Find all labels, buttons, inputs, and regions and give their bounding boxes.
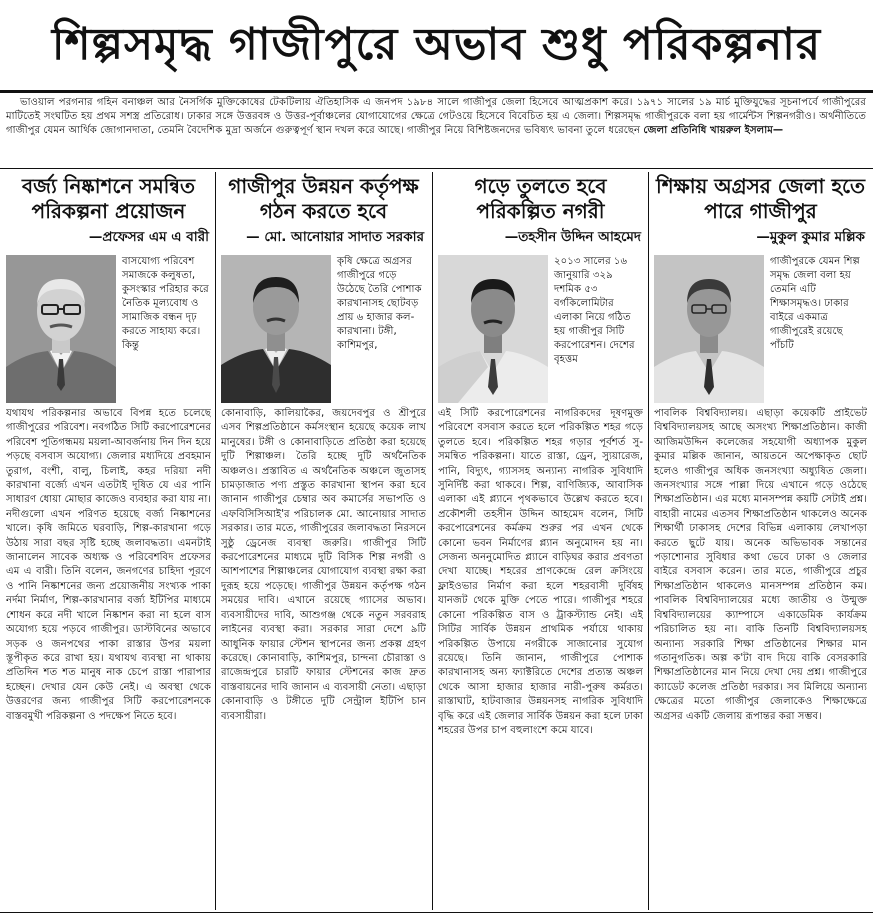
photo-block <box>221 255 426 405</box>
article-column-1 <box>6 172 211 910</box>
photo-block <box>654 255 867 405</box>
article-title: গাজীপুর উন্নয়ন কর্তৃপক্ষ গঠন করতে হবে <box>228 174 419 223</box>
intro-credit: জেলা প্রতিনিধি খায়রুল ইসলাম— <box>643 125 784 136</box>
photo-side-text: গাজীপুরকে যেমন শিল্প সমৃদ্ধ জেলা বলা হয় তেমনি এটি শিক্ষাসমৃদ্ধও। ঢাকার বাইরে একমাত্র গাজীপুরেই রয়েছে পাঁচটি <box>770 256 860 351</box>
intro-paragraph <box>6 96 866 166</box>
article-body: যথাযথ পরিকল্পনার অভাবে বিপন্ন হতে চলেছে গাজীপুরের পরিবেশ। নবগঠিত সিটি করপোরেশনের পরিবেশ পূতিগন্ধময় ময়লা-আবর্জনায় দিন দিন হয়ে পড়ছে বসবাস অযোগ্য। জেলার মধ্যদিয়ে প্রবহমান তুরাগ, বংশী, বালু, চিলাই, কহর দরিয়া নদী কারখানা বর্জ্যে এখন এতটাই দূষিত যে এর পানি সাধারণ ধোয়া মোছার কাজেও ব্যবহার করা যায় না। নদীগুলো এখন পরিণত হয়েছে বর্জ্য নিষ্কাশনের খালে। কৃষি জমিতে ঘরবাড়ি, শিল্প-কারখানা গড়ে উঠায় সারা বছর সৃষ্টি হচ্ছে জলাবদ্ধতা। এমনটাই জানালেন সাবেক অধ্যক্ষ ও পরিবেশবিদ প্রফেসর এম এ বারী। তিনি বলেন, জনগণের চাহিদা পূরণে ও পানি নিষ্কাশনের জন্য প্রয়োজনীয় সংখ্যক পাকা নর্দমা নির্মাণ, শিল্প-কারখানার বর্জ্য ইটিপির মাধ্যমে শোধন করে নদী খালে নিষ্কাশন করা না হলে বাস অযোগ্য হয়ে পড়বে গাজীপুর। ডাস্টবিনের অভাবে সড়ক ও জনপথের পাকা রাস্তার উপর ময়লা স্তূপীকৃত করে রাখা হয়। যথাযথ ব্যবস্থা না থাকায় প্রতিদিন শত শত মানুষ নাক চেপে রাস্তা পারাপার হচ্ছেন। দেখার যেন কেউ নেই। এ অবস্থা থেকে উত্তরণের জন্য গাজীপুর সিটি করপোরেশনকে বাস্তবমুখী পরিকল্পনা ও পদক্ষেপ নিতে হবে। <box>6 408 211 722</box>
portrait-photo <box>654 255 764 403</box>
photo-side-text: বাসযোগ্য পরিবেশ সমাজকে কলুষতা, কুসংস্কার পরিহার করে নৈতিক মূল্যবোধ ও সামাজিক বন্ধন দৃঢ় করতে সাহায্য করে। কিন্তু <box>122 256 209 351</box>
footer-rule <box>0 912 873 913</box>
photo-block <box>6 255 211 405</box>
article-byline: —মুকুল কুমার মল্লিক <box>756 229 865 245</box>
article-body: কোনাবাড়ি, কালিয়াকৈর, জয়দেবপুর ও শ্রীপুরে এসব শিল্পপ্রতিষ্ঠানে কর্মসংস্থান হয়েছে কয়েক লাখ মানুষের। টঙ্গী ও কোনাবাড়িতে প্রতিষ্ঠা করা হয়েছে দুটি শিল্পাঞ্চল। তৈরি হচ্ছে দুটি অর্থনৈতিক অঞ্চলও। প্রস্তাবিত এ অর্থনৈতিক অঞ্চলে জুতাসহ চামড়াজাত পণ্য প্রস্তুত কারখানা স্থাপন করা হবে জানান গাজীপুর চেম্বার অব কমার্সের সভাপতি ও এফবিসিসিআই'র পরিচালক মো. আনোয়ার সাদাত সরকার। তার মতে, গাজীপুরের জলাবদ্ধতা নিরসনে সুষ্ঠু ড্রেনেজ ব্যবস্থা জরুরি। গাজীপুর সিটি করপোরেশনের মাধ্যমে দুটি বিসিক শিল্প নগরী ও আশপাশের শিল্পাঞ্চলের যোগাযোগ ব্যবস্থা রক্ষা করা দুরূহ হয়ে পড়েছে। গাজীপুর উন্নয়ন কর্তৃপক্ষ গঠন সময়ের দাবি। এখানে রয়েছে গ্যাসের অভাব। ব্যবসায়ীদের দাবি, আশুগঞ্জ থেকে নতুন সরবরাহ লাইনের ব্যবস্থা করা। সরকার সারা দেশে ৯টি আধুনিক ফায়ার স্টেশন স্থাপনের জন্য প্রকল্প গ্রহণ করেছে। কোনাবাড়ি, কাশিমপুর, চান্দনা চৌরাস্তা ও রাজেন্দ্রপুরে চারটি ফায়ার স্টেশনের কাজ দ্রুত বাস্তবায়নের দাবি জানান এ ব্যবসায়ী নেতা। এছাড়া কোনাবাড়ি ও টঙ্গীতে দুটি সেন্ট্রাল ইটিপি চান ব্যবসায়ীরা। <box>221 408 426 722</box>
photo-side-text: কৃষি ক্ষেত্রে অগ্রসর গাজীপুরে গড়ে উঠেছে তৈরি পোশাক কারখানাসহ ছোটবড় প্রায় ৬ হাজার কল-কারখানা। টঙ্গী, কাশিমপুর, <box>337 256 422 351</box>
article-body: পাবলিক বিশ্ববিদ্যালয়। এছাড়া কয়েকটি প্রাইভেট বিশ্ববিদ্যালয়সহ আছে অসংখ্য শিক্ষাপ্রতিষ্ঠান। কাজী আজিমউদ্দিন কলেজের সহযোগী অধ্যাপক মুকুল কুমার মল্লিক জানান, আয়তনে অপেক্ষাকৃত ছোট হলেও গাজীপুর অধিক জনসংখ্যা অধ্যুষিত জেলা। জনসংখ্যার সঙ্গে পাল্লা দিয়ে এখানে গড়ে ওঠেছে শিক্ষাপ্রতিষ্ঠান। এর মধ্যে মানসম্পন্ন কয়টি সেটাই প্রশ্ন। বাহারী নামের এতসব শিক্ষাপ্রতিষ্ঠান থাকলেও অনেক শিক্ষার্থী ঢাকাসহ দেশের বিভিন্ন এলাকায় লেখাপড়া করতে ছুটে যায়। অনেক অভিভাবক সন্তানের পড়াশোনার সুবিধার কথা ভেবে ঢাকা ও জেলার বাইরে বসবাস করেন। তার মতে, গাজীপুরে প্রচুর শিক্ষাপ্রতিষ্ঠান থাকলেও মানসম্পন্ন প্রতিষ্ঠান কম। পাবলিক বিশ্ববিদ্যালয়ের মধ্যে জাতীয় ও উন্মুক্ত বিশ্ববিদ্যালয়ের ক্যাম্পাসে একাডেমিক কার্যক্রম পরিচালিত হয় না। বাকি তিনটি বিশ্ববিদ্যালয়সহ অন্যান্য সরকারি শিক্ষা প্রতিষ্ঠানের শিক্ষার মান গতানুগতিক। অল্প ক'টা বাদ দিয়ে বাকি বেসরকারি শিক্ষাপ্রতিষ্ঠানের মান নিয়ে দেখা দেয় প্রশ্ন। গাজীপুরে ক্যাডেট কলেজ প্রতিষ্ঠা দরকার। সব মিলিয়ে অন্যান্য ক্ষেত্রের মতো গাজীপুর জেলাকেও শিক্ষাক্ষেত্রে অগ্রসর একটি জেলায় রূপান্তর করা সম্ভব। <box>654 408 867 722</box>
article-byline: — মো. আনোয়ার সাদাত সরকার <box>246 229 424 245</box>
article-body: এই সিটি করপোরেশনের নাগরিকদের দূষণমুক্ত পরিবেশে বসবাস করতে হলে পরিকল্পিত শহর গড়ে তুলতে হবে। পরিকল্পিত শহর গড়ার পূর্বশর্ত সু-সমন্বিত পরিকল্পনা। যাতে রাস্তা, ড্রেন, স্যুয়ারেজ, পানি, বিদ্যুৎ, গ্যাসসহ অন্যান্য নাগরিক সুবিধাদি সুনির্দিষ্ট করা থাকবে। শিল্প, বাণিজ্যিক, আবাসিক এলাকা এই প্ল্যানে পৃথকভাবে উল্লেখ করতে হবে। প্রকৌশলী তহসীন উদ্দিন আহমেদ বলেন, সিটি করপোরেশনের কর্মক্রম শুরুর পর এখন থেকে কোনো ভবন নির্মাণের প্ল্যান অনুমোদন হয় না। সেজন্য অননুমোদিত প্ল্যানে বাড়িঘর করার প্রবণতা দেখা যাচ্ছে। শহরের প্রাণকেন্দ্রে রেল ক্রসিংয়ে ফ্লাইওভার নির্মাণ করা হলে শহরবাসী দুর্বিষহ যানজট থেকে মুক্তি পেতে পারে। গাজীপুর শহরে কোনো পরিকল্পিত বাস ও ট্রাকস্ট্যান্ড নেই। এই সিটির সার্বিক উন্নয়ন প্রাথমিক পর্যায়ে থাকায় পরিকল্পিত উপায়ে নগরীকে সাজানোর সুযোগ রয়েছে। তিনি জানান, গাজীপুরে পোশাক কারখানাসহ অন্য ফ্যাক্টরিতে দেশের প্রত্যন্ত অঞ্চল থেকে আসা হাজার হাজার নারী-পুরুষ কর্মরত। রাস্তাঘাট, হাটবাজার উন্নয়নসহ নাগরিক সুবিধাদি বৃদ্ধি করে এই জেলার সার্বিক উন্নয়ন করা হলে ঢাকা শহরের উপর চাপ বহুলাংশে কমে যাবে। <box>438 408 643 736</box>
article-title: বর্জ্য নিষ্কাশনে সমন্বিত পরিকল্পনা প্রয়োজন <box>21 174 196 223</box>
column-divider <box>432 172 433 910</box>
headline-rule <box>0 90 873 93</box>
portrait-photo <box>221 255 331 403</box>
column-divider <box>648 172 649 910</box>
article-column-2 <box>221 172 426 910</box>
article-title: গড়ে তুলতে হবে পরিকল্পিত নগরী <box>474 174 607 223</box>
portrait-photo <box>6 255 116 403</box>
article-column-3 <box>438 172 643 910</box>
intro-text: ভাওয়াল পরগনার গহিন বনাঞ্চল আর নৈসর্গিক মুক্তিকোষের টেকটিলায় ঐতিহাসিক এ জনপদ ১৯৮৪ সালে গাজীপুর জেলা হিসেবে আত্মপ্রকাশ করে। ১৯৭১ সালের ১৯ মার্চ মুক্তিযুদ্ধের সূচনাপর্বে গাজীপুরের মাটিতেই সংঘটিত হয় প্রথম সশস্ত্র প্রতিরোধ। ঢাকার সঙ্গে উত্তরবঙ্গ ও উত্তর-পূর্বাঞ্চলের যোগাযোগের ক্ষেত্রে গেটওয়ে হিসেবে বিবেচিত হয় এ জেলা। শিল্পসমৃদ্ধ গাজীপুরকে বলা হয় গার্মেন্টস শিল্পনগরীও। অর্থনীতিতে গাজীপুর যেমন আর্থিক জোগানদাতা, তেমনি বৈদেশিক মুদ্রা অর্জনে গুরুত্বপূর্ণ স্থান দখল করে আছে। গাজীপুর নিয়ে বিশিষ্টজনদের ভবিষ্যৎ ভাবনা তুলে ধরেছেন <box>6 97 866 136</box>
article-byline: —প্রফেসর এম এ বারী <box>88 229 209 245</box>
portrait-photo <box>438 255 548 403</box>
article-column-4 <box>654 172 867 910</box>
article-byline: —তহসীন উদ্দিন আহমেদ <box>504 229 641 245</box>
photo-block <box>438 255 643 405</box>
article-title: শিক্ষায় অগ্রসর জেলা হতে পারে গাজীপুর <box>655 174 865 223</box>
column-divider <box>215 172 216 910</box>
intro-rule <box>0 168 873 169</box>
photo-side-text: ২০১৩ সালের ১৬ জানুয়ারি ৩২৯ দশমিক ৫৩ বর্গকিলোমিটার এলাকা নিয়ে গঠিত হয় গাজীপুর সিটি করপোরেশন। দেশের বৃহত্তম <box>554 256 635 365</box>
page-headline: শিল্পসমৃদ্ধ গাজীপুরে অভাব শুধু পরিকল্পনার <box>51 18 822 70</box>
